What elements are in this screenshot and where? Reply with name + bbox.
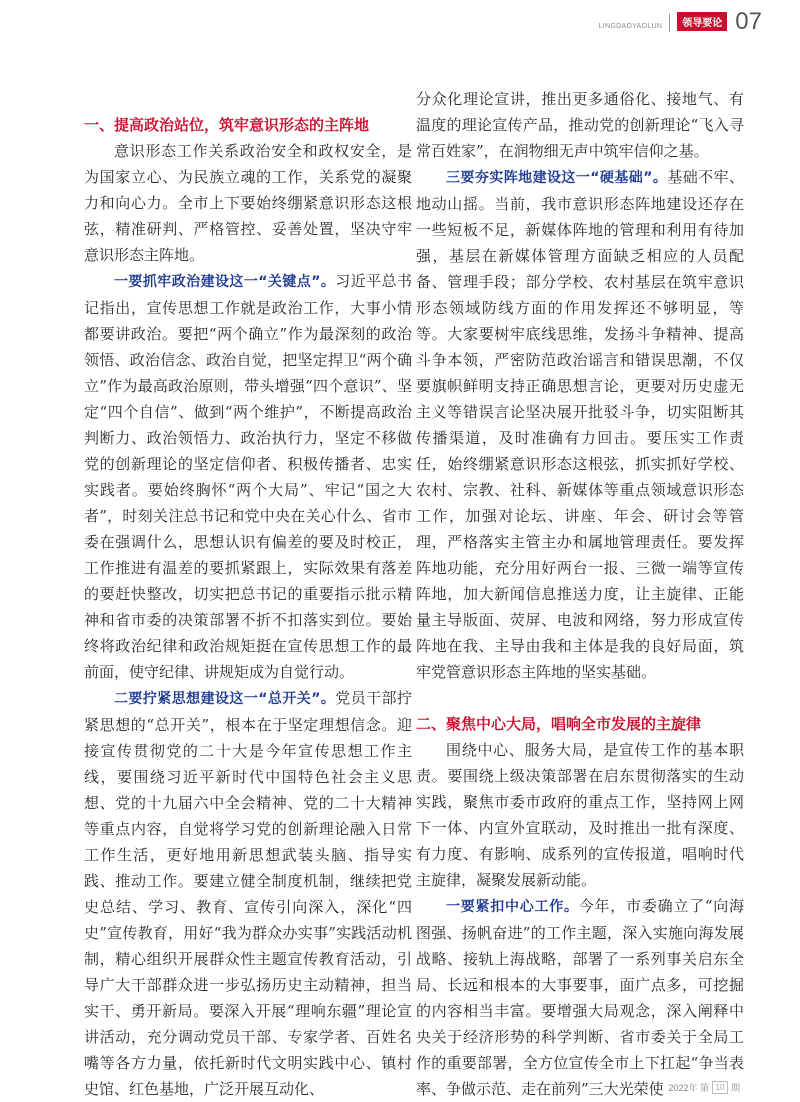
subsection-2-title: 二要拧紧思想建设这一“总开关”。 [114,691,336,707]
column-pinyin: LINGDAOYAOLUN [598,23,663,30]
page-footer [668,1081,740,1094]
section-spacer [416,685,744,711]
header-divider [669,14,670,32]
subsection-2-text: 党员干部拧紧思想的“总开关”，根本在于坚定理想信念。迎接宣传贯彻党的二十大是今年宣传思想工作主线，要围绕习近平新时代中国特色社会主义思想、党的十九届六中全会精神、党的二十大精神等重点内容，自觉将学习党的创新理论融入日常工作生活，更好地用新思想武装头脑、指导实践、推动工作。要建立健全制度机制，继续把党史总结、学习、教育、宣传引向深入，深化“四史”宣传教育，用好“我为群众办实事”实践活动机制，精心组织开展群众性主题宣传教育活动，引导广大干部群众进一步弘扬历史主动精神，担当实干、勇开新局。要深入开展“理响东疆”理论宣讲活动，充分调动党员干部、专家学者、百姓名嘴等各方力量，依托新时代文明实践中心、镇村史馆、红色基地，广泛开展互动化、 [84,689,412,1098]
section-1-title: 一、提高政治站位，筑牢意识形态的主阵地 [84,116,370,134]
continued-paragraph: 分众化理论宣讲，推出更多通俗化、接地气、有温度的理论宣传产品，推动党的创新理论“飞入寻常百姓家”，在润物细无声中筑牢信仰之基。 [416,90,744,160]
subsection-3-paragraph [416,164,744,685]
subsection-4-title: 一要紧扣中心工作。 [446,899,579,915]
footer-qi: 期 [730,1083,740,1093]
column-top-spacer [84,86,412,112]
subsection-4-paragraph [416,893,744,1102]
subsection-2-paragraph [84,685,412,1102]
left-column [84,86,412,1102]
subsection-3-text: 基础不牢、地动山摇。当前，我市意识形态阵地建设还存在一些短板不足，新媒体阵地的管理和利用有待加强，基层在新媒体管理方面缺乏相应的人员配备、管理手段；部分学校、农村基层在筑牢意识形态领域防线方面的作用发挥还不够明显，等等。大家要树牢底线思维，发扬斗争精神、提高斗争本领，严密防范政治谣言和错误思潮，不仅要旗帜鲜明支持正确思想言论，更要对历史虚无主义等错误言论坚决展开批驳斗争，切实阻断其传播渠道，及时准确有力回击。要压实工作责任，始终绷紧意识形态这根弦，抓实抓好学校、农村、宗教、社科、新媒体等重点领域意识形态工作，加强对论坛、讲座、年会、研讨会等管理，严格落实主管主办和属地管理责任。要发挥阵地功能，充分用好两台一报、三微一端等宣传阵地，加大新闻信息推送力度，让主旋律、正能量主导版面、荧屏、电波和网络，努力形成宣传阵地在我、主导由我和主体是我的良好局面，筑牢党管意识形态主阵地的坚实基础。 [416,168,744,681]
section-2-paragraph: 围绕中心、服务大局，是宣传工作的基本职责。要围绕上级决策部署在启东贯彻落实的生动实践，聚焦市委市政府的重点工作，坚持网上网下一体、内宣外宣联动，及时推出一批有深度、有力度、有影响、成系列的宣传报道，唱响时代主旋律，凝聚发展新动能。 [416,741,744,889]
section-2-title: 二、聚焦中心大局，唱响全市发展的主旋律 [416,715,702,733]
subsection-1-title: 一要抓牢政治建设这一“关键点”。 [114,274,336,290]
section-1-paragraph: 意识形态工作关系政治安全和政权安全，是为国家立心、为民族立魂的工作，关系党的凝聚力和向心力。全市上下要始终绷紧意识形态这根弦，精准研判、严格管控、妥善处置，坚决守牢意识形态主阵地。 [84,142,412,264]
page-number: 07 [735,8,762,35]
subsection-3-title: 三要夯实阵地建设这一“硬基础”。 [446,170,668,186]
subsection-1-paragraph [84,268,412,685]
right-column [416,86,744,1102]
subsection-1-text: 习近平总书记指出，宣传思想工作就是政治工作，大事小情都要讲政治。要把“两个确立”作为最深刻的政治领悟、政治信念、政治自觉，把坚定捍卫“两个确立”作为最高政治原则，带头增强“四个意识”、坚定“四个自信”、做到“两个维护”，不断提高政治判断力、政治领悟力、政治执行力，坚定不移做党的创新理论的坚定信仰者、积极传播者、忠实实践者。要始终胸怀“两个大局”、牢记“国之大者”，时刻关注总书记和党中央在关心什么、省市委在强调什么，思想认识有偏差的要及时校正，工作推进有温差的要抓紧跟上，实际效果有落差的要赶快整改，切实把总书记的重要指示批示精神和省市委的决策部署不折不扣落实到位。要始终将政治纪律和政治规矩挺在宣传思想工作的最前面，使守纪律、讲规矩成为自觉行动。 [84,272,412,681]
subsection-4-text: 今年，市委确立了“向海图强、扬帆奋进”的工作主题，深入实施向海发展战略、接轨上海战略，部署了一系列事关启东全局、长远和根本的大事要事，面广点多，可挖掘的内容相当丰富。要增强大局观念，深入阐释中央关于经济形势的科学判断、省市委关于全局工作的重要部署，全方位宣传全市上下扛起“争当表率、争做示范、走在前列”三大光荣使 [416,897,745,1098]
column-badge: 领导要论 [677,12,727,31]
footer-issue-number: 10 [712,1081,728,1094]
footer-year: 2022年 第 [668,1083,709,1093]
page-header [599,8,762,34]
